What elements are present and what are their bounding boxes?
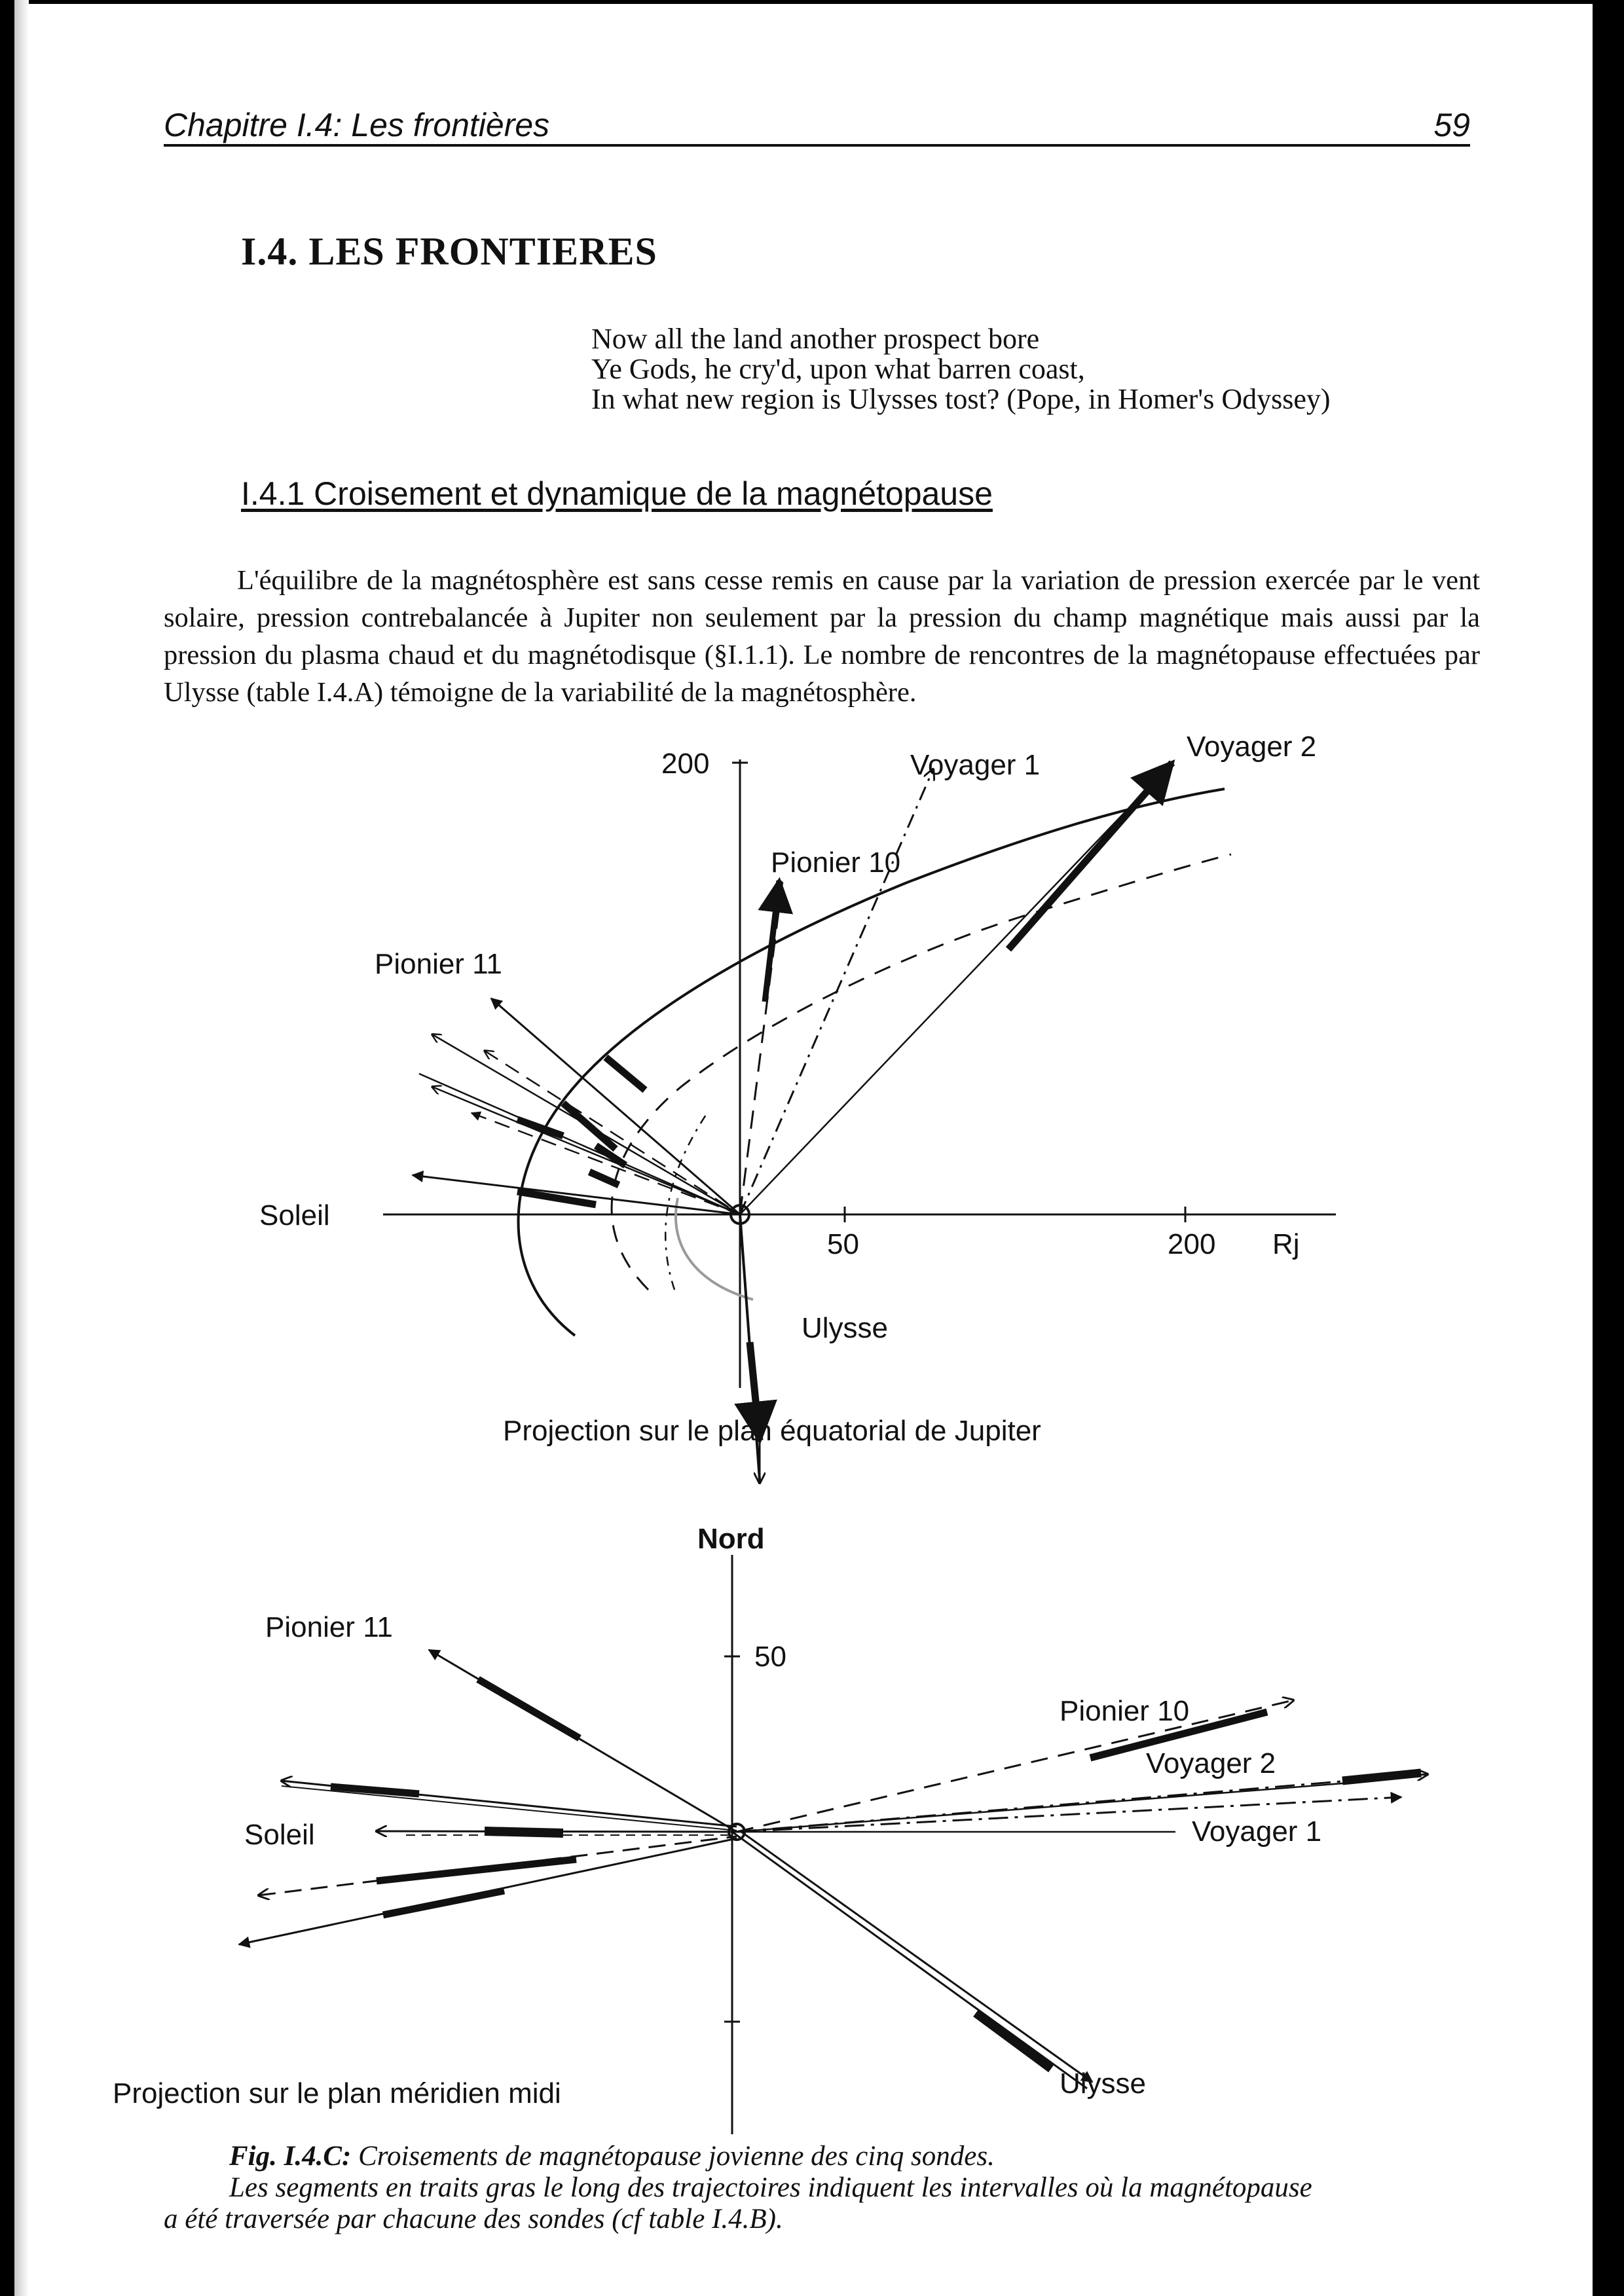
ulysse-label: Ulysse: [1060, 2068, 1147, 2100]
inbound-crossing: [377, 1859, 576, 1881]
pionier-11-crossing: [478, 1679, 580, 1738]
epigraph-line: Now all the land another prospect bore: [591, 323, 1040, 355]
equatorial-projection-caption: Projection sur le plan équatorial de Jupiter: [503, 1415, 1041, 1447]
pionier-11-crossing: [606, 1057, 645, 1090]
x-unit-label: Rj: [1272, 1228, 1300, 1260]
epigraph-line: In what new region is Ulysses tost? (Pope, in Homer's Odyssey): [591, 383, 1331, 415]
inbound-crossing: [589, 1172, 619, 1185]
figure-title: Croisements de magnétopause jovienne des cinq sondes.: [358, 2141, 995, 2172]
inbound-crossing: [563, 1103, 616, 1149]
inbound-crossing: [331, 1787, 419, 1794]
inbound-trajectory: [282, 1786, 737, 1831]
inbound-trajectory: [419, 1074, 740, 1214]
y-tick-label: 200: [661, 748, 710, 780]
body-paragraph: L'équilibre de la magnétosphère est sans cesse remis en cause par la variation de pression exercée par le vent solaire, pression contrebalancée à Jupiter non seulement par la pression du champ magnétique mais aussi par la pression du plasma chaud et du magnétodisque (§I.1.1). Le nombre de rencontres de la magnétopause effectuées par Ulysse (table I.4.A) témoigne de la variabilité de la magnétosphère.: [164, 565, 1480, 708]
pionier-11-label: Pionier 11: [375, 948, 502, 980]
voyager-2-trajectory: [740, 763, 1172, 1214]
voyager-2-crossing: [1342, 1773, 1421, 1781]
bow-shock-boundary: [612, 854, 1231, 1290]
tick-label-50: 50: [754, 1641, 786, 1673]
subsection-title: I.4.1 Croisement et dynamique de la magnétopause: [241, 475, 993, 512]
inbound-crossing: [517, 1192, 596, 1205]
meridian-projection-panel: [113, 1523, 1428, 2134]
equatorial-projection-panel: [259, 731, 1336, 1483]
section-title: I.4. LES FRONTIERES: [241, 230, 657, 273]
soleil-label: Soleil: [244, 1819, 315, 1851]
figure-caption-line: Les segments en traits gras le long des trajectoires indiquent les intervalles où la magnétopause: [229, 2172, 1312, 2203]
pionier-10-label: Pionier 10: [771, 847, 901, 879]
epigraph-line: Ye Gods, he cry'd, upon what barren coast,: [591, 353, 1085, 385]
ulysse-trajectory-2: [741, 1832, 1092, 2082]
voyager-1-label: Voyager 1: [1192, 1815, 1322, 1848]
meridian-projection-caption: Projection sur le plan méridien midi: [113, 2077, 561, 2109]
nord-axis-label: Nord: [697, 1523, 765, 1555]
page-number: 59: [1433, 107, 1470, 143]
inbound-crossing: [485, 1831, 563, 1833]
x-tick-label: 200: [1168, 1228, 1216, 1260]
inbound-crossing: [383, 1891, 504, 1915]
inner-boundary: [665, 1113, 707, 1290]
pionier-10-label: Pionier 10: [1060, 1695, 1190, 1727]
x-tick-label: 50: [827, 1228, 859, 1260]
soleil-label: Soleil: [259, 1199, 330, 1231]
figure-caption: [164, 2141, 1486, 2235]
figure-label: Fig. I.4.C:: [229, 2141, 352, 2172]
pionier-11-label: Pionier 11: [265, 1611, 393, 1643]
figure-caption-line: a été traversée par chacune des sondes (cf table I.4.B).: [164, 2204, 783, 2234]
ulysse-label: Ulysse: [802, 1312, 889, 1344]
voyager-2-label: Voyager 2: [1187, 731, 1317, 763]
ulysse-crossing: [976, 2013, 1051, 2069]
voyager-1-label: Voyager 1: [910, 749, 1041, 781]
voyager-2-label: Voyager 2: [1146, 1747, 1276, 1779]
voyager-2-crossing: [1008, 763, 1172, 949]
ulysse-trajectory: [732, 1832, 1087, 2088]
chapter-title: Chapitre I.4: Les frontières: [164, 107, 550, 143]
